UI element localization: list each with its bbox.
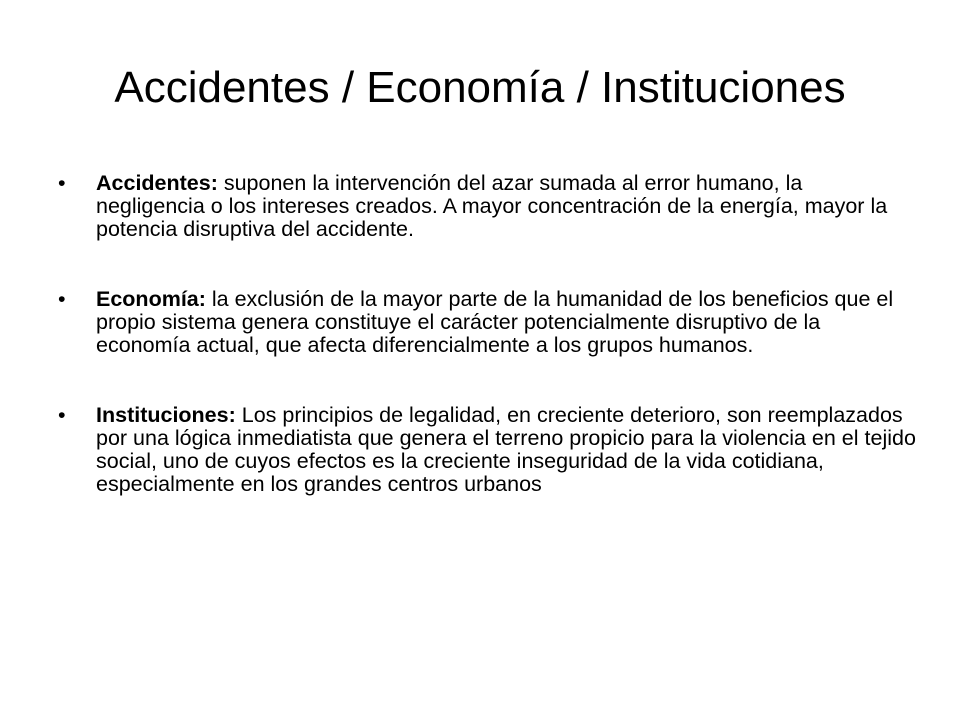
bullet-text: Los principios de legalidad, en creciente deterioro, son reemplazados por una lógica inmediatista que genera el terreno propicio para la violencia en el tejido social, uno de cuyos efectos es la creciente inseguridad de la vida cotidiana, especialmente en los grandes centros urbanos: [96, 403, 916, 496]
bullet-term: Accidentes:: [96, 171, 218, 195]
bullet-icon: •: [58, 287, 66, 311]
bullet-icon: •: [58, 403, 66, 427]
bullet-term: Economía:: [96, 287, 206, 311]
slide-title: Accidentes / Economía / Instituciones: [114, 63, 846, 112]
bullet-item-economia: [58, 288, 916, 357]
bullet-text: suponen la intervención del azar sumada al error humano, la negligencia o los intereses creados. A mayor concentración de la energía, mayor la potencia disruptiva del accidente.: [96, 171, 888, 241]
bullet-text: la exclusión de la mayor parte de la humanidad de los beneficios que el propio sistema genera constituye el carácter potencialmente disruptivo de la economía actual, que afecta diferencialmente a los grupos humanos.: [96, 287, 894, 357]
bullet-icon: •: [58, 171, 66, 195]
bullet-list: [58, 172, 916, 543]
bullet-item-instituciones: [58, 404, 916, 496]
bullet-item-accidentes: [58, 172, 916, 241]
bullet-term: Instituciones:: [96, 403, 236, 427]
